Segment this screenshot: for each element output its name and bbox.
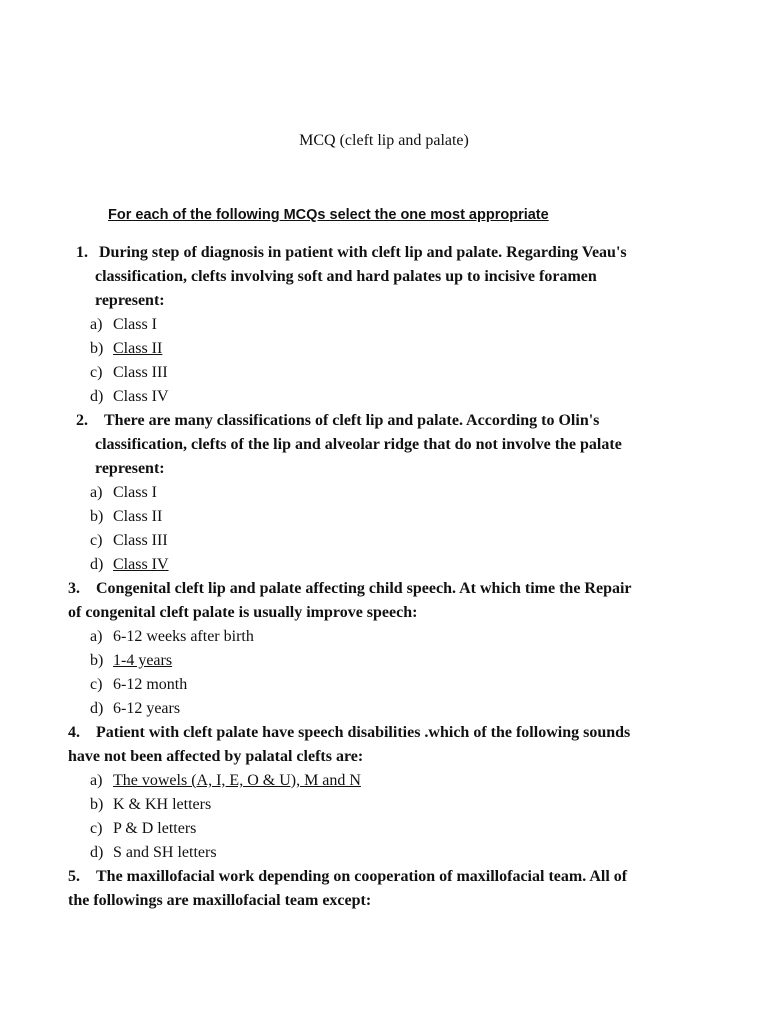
option-text: 6-12 years (113, 700, 181, 717)
question-stem-line: classification, clefts of the lip and alveolar ridge that do not involve the palate (95, 436, 622, 453)
option-text: Class I (113, 316, 157, 333)
option-b: b) Class II (90, 508, 163, 525)
option-d: d) Class IV (90, 556, 169, 573)
question-stem-line: During step of diagnosis in patient with cleft lip and palate. Regarding Veau's (99, 244, 627, 261)
question-stem-line: have not been affected by palatal clefts are: (68, 748, 364, 765)
option-b: b) K & KH letters (90, 796, 212, 813)
option-a: a) 6-12 weeks after birth (90, 628, 254, 645)
option-d: d) Class IV (90, 388, 169, 405)
option-a: a) Class I (90, 484, 157, 501)
option-a: a) Class I (90, 316, 157, 333)
option-text: 6-12 month (113, 676, 188, 693)
option-text-answer: The vowels (A, I, E, O & U), M and N (113, 772, 361, 789)
option-text: P & D letters (113, 820, 197, 837)
question-stem-line: classification, clefts involving soft and hard palates up to incisive foramen (95, 268, 597, 285)
question-number: 5. (68, 868, 80, 885)
question-number: 3. (68, 580, 80, 597)
option-b: b) 1-4 years (90, 649, 181, 673)
question-stem-line: There are many classifications of cleft lip and palate. According to Olin's (104, 412, 600, 429)
question-stem-line: The maxillofacial work depending on cooperation of maxillofacial team. All of (96, 868, 628, 885)
question-stem-line: represent: (95, 292, 165, 309)
option-text: Class III (113, 532, 168, 549)
option-text-answer: 1-4 years (113, 652, 173, 669)
question-stem-line: Congenital cleft lip and palate affecting child speech. At which time the Repair (96, 580, 632, 597)
option-c: c) 6-12 month (90, 676, 188, 693)
question-number: 4. (68, 724, 80, 741)
option-text: K & KH letters (113, 796, 212, 813)
question-stem-line: of congenital cleft palate is usually improve speech: (68, 604, 418, 621)
option-d: d) S and SH letters (90, 844, 217, 861)
option-text: S and SH letters (113, 844, 217, 861)
question-stem-line: the followings are maxillofacial team except: (68, 892, 372, 909)
option-a: a) The vowels (A, I, E, O & U), M and N (90, 772, 361, 789)
option-text: Class II (113, 508, 163, 525)
instruction-text: For each of the following MCQs select the one most appropriate (108, 207, 549, 223)
option-d: d) 6-12 years (90, 700, 181, 717)
question-stem-line: Patient with cleft palate have speech disabilities .which of the following sounds (96, 724, 631, 741)
question-number: 1. (76, 244, 88, 261)
option-text: Class III (113, 364, 168, 381)
option-text: Class I (113, 484, 157, 501)
option-c: c) Class III (90, 364, 168, 381)
option-b: b) Class II (90, 340, 163, 357)
question-number: 2. (76, 412, 88, 429)
option-text-answer: Class IV (113, 556, 169, 573)
option-c: c) P & D letters (90, 820, 197, 837)
page-title: MCQ (cleft lip and palate) (299, 132, 469, 149)
option-text-answer: Class II (113, 340, 163, 357)
question-stem-line: represent: (95, 460, 165, 477)
option-text: Class IV (113, 388, 169, 405)
option-c: c) Class III (90, 532, 168, 549)
option-text: 6-12 weeks after birth (113, 628, 254, 645)
